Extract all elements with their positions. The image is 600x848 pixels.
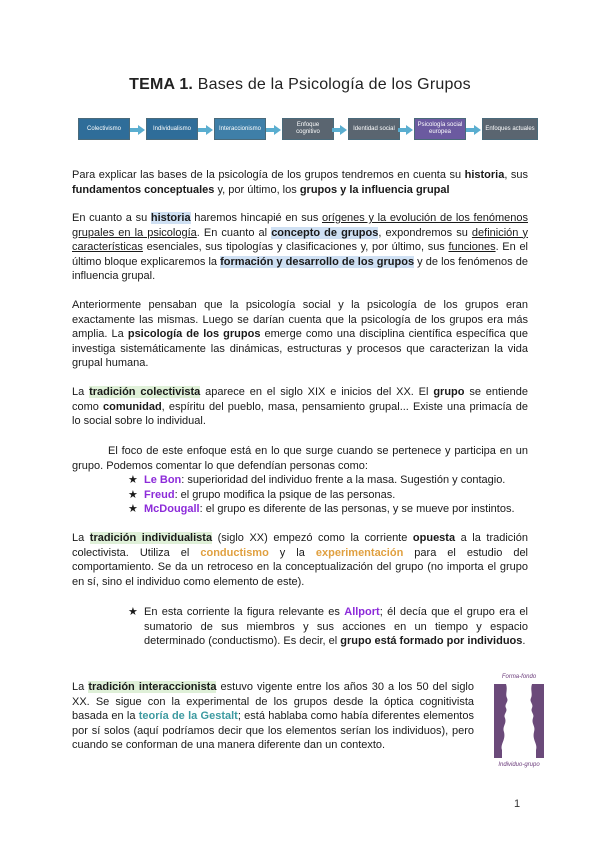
rubin-vase-figure xyxy=(486,674,552,768)
list-item: ★ En esta corriente la figura relevante es Allport; él decía que el grupo era el sumatorio de sus miembros y sus acciones en un tiempo y espacio determinado (conductismo). Es decir, el grupo está formado por individuos. xyxy=(128,606,528,648)
flow-arrow xyxy=(474,125,481,135)
flow-box-psicologia-europea: Psicología social europea xyxy=(414,118,466,140)
paragraph-individualist: La tradición individualista (siglo XX) empezó como la corriente opuesta a la tradición colectivista. Utiliza el conductismo y la experimentación para el estudio del comportamiento. Se da un retroceso en la conceptualización del grupo (no importa el grupo en sí, sino el individuo como elemento de este). xyxy=(72,532,529,588)
flow-arrow xyxy=(340,125,347,135)
star-icon: ★ xyxy=(128,503,138,516)
paragraph-structure: En cuanto a su historia haremos hincapié en sus orígenes y la evolución de los fenómenos grupales en la psicología. En cuanto al concepto de grupos, expondremos su definición y características esenciales, sus tipologías y clasificaciones y, por último, sus funciones. En el último bloque explicaremos la formación y desarrollo de los grupos y de los fenómenos de influencia grupal. xyxy=(72,212,529,283)
flow-arrow xyxy=(406,125,413,135)
flow-box-identidad-social: Identidad social xyxy=(348,118,400,140)
paragraph-focus: El foco de este enfoque está en lo que surge cuando se pertenece y participa en un grupo. Podemos comentar lo que defendían personas como: xyxy=(72,445,528,472)
list-item: ★ McDougall: el grupo es diferente de las personas, y se mueve por instintos. xyxy=(128,503,515,516)
paragraph-interactionist: La tradición interaccionista estuvo vigente entre los años 30 a los 50 del siglo XX. Se sigue con la experimental de los grupos desde la óptica cognitivista basada en la teoría de la Gestalt; está hablaba como había diferentes elementos por sí solos (aquí podríamos decir que los elementos serían los individuos), pero cuando se conforman de una manera diferente dan un contexto. xyxy=(72,681,474,752)
flow-arrow xyxy=(274,125,281,135)
bullet-allport xyxy=(128,605,528,649)
title-prefix: TEMA 1. xyxy=(129,76,194,93)
figure-top-label: Forma-fondo xyxy=(501,674,537,680)
bullet-list-collectivists xyxy=(128,473,528,517)
figure-bottom-label: Individuo-grupo xyxy=(498,762,540,768)
flow-box-individualismo: Individualismo xyxy=(146,118,198,140)
paragraph-history: Anteriormente pensaban que la psicología social y la psicología de los grupos eran exactamente las mismas. Luego se darían cuenta que la psicología de los grupos era más amplia. La psicología de los grupos emerge como una disciplina científica específica que investiga sistemáticamente las dinámicas, estructuras y procesos que caracterizan la vida grupal humana. xyxy=(72,299,529,370)
star-icon: ★ xyxy=(128,606,138,618)
star-icon: ★ xyxy=(128,488,138,501)
paragraph-intro: Para explicar las bases de la psicología de los grupos tendremos en cuenta su historia, sus fundamentos conceptuales y, por último, los grupos y la influencia grupal xyxy=(72,169,528,196)
star-icon: ★ xyxy=(128,474,138,486)
flow-arrow xyxy=(138,125,145,135)
flow-box-colectivismo: Colectivismo xyxy=(78,118,130,140)
face-vase-icon xyxy=(486,682,552,760)
flow-box-enfoque-cognitivo: Enfoque cognitivo xyxy=(282,118,334,140)
title-text: Bases de la Psicología de los Grupos xyxy=(193,76,471,93)
page-title xyxy=(0,76,600,94)
flow-box-enfoques-actuales: Enfoques actuales xyxy=(482,118,538,140)
flow-arrow xyxy=(206,125,213,135)
paragraph-collectivist: La tradición colectivista aparece en el siglo XIX e inicios del XX. El grupo se entiende como comunidad, espíritu del pueblo, masa, pensamiento grupal... Existe una primacía de lo social sobre lo individual. xyxy=(72,386,528,428)
flow-diagram xyxy=(78,116,538,144)
flow-box-interaccionismo: Interaccionismo xyxy=(214,118,266,140)
list-item: ★ Freud: el grupo modifica la psique de las personas. xyxy=(128,488,396,501)
page-number: 1 xyxy=(514,798,521,810)
list-item: ★ Le Bon: superioridad del individuo frente a la masa. Sugestión y contagio. xyxy=(128,474,506,486)
